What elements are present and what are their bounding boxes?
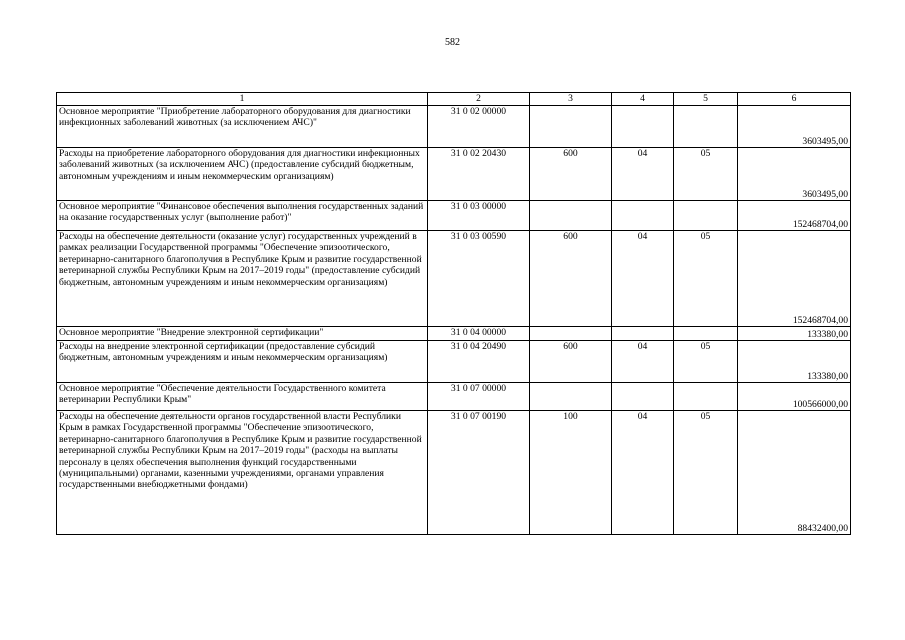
table-row: [57, 201, 851, 231]
column-header: 4: [612, 93, 674, 106]
table-row: [57, 106, 851, 148]
row-pr: [674, 383, 738, 411]
row-amount: 133380,00: [738, 341, 851, 383]
table-row: [57, 411, 851, 535]
row-amount: 152468704,00: [738, 201, 851, 231]
row-pr: 05: [674, 231, 738, 327]
table-row: [57, 231, 851, 327]
row-code: 31 0 02 00000: [428, 106, 530, 148]
row-code: 31 0 07 00000: [428, 383, 530, 411]
row-code: 31 0 02 20430: [428, 148, 530, 201]
row-pr: [674, 327, 738, 341]
row-vr: 100: [530, 411, 612, 535]
row-rz: [612, 201, 674, 231]
row-amount: 3603495,00: [738, 106, 851, 148]
row-code: 31 0 03 00590: [428, 231, 530, 327]
table-row: [57, 327, 851, 341]
row-name: Основное мероприятие "Внедрение электронной сертификации": [57, 327, 428, 341]
row-amount: 3603495,00: [738, 148, 851, 201]
row-vr: 600: [530, 148, 612, 201]
row-code: 31 0 04 00000: [428, 327, 530, 341]
row-name: Основное мероприятие "Обеспечение деятельности Государственного комитета ветеринарии Республики Крым": [57, 383, 428, 411]
row-rz: 04: [612, 231, 674, 327]
row-pr: 05: [674, 148, 738, 201]
row-pr: [674, 106, 738, 148]
row-amount: 152468704,00: [738, 231, 851, 327]
budget-table: [56, 92, 851, 535]
row-name: Основное мероприятие "Приобретение лабораторного оборудования для диагностики инфекционных заболеваний животных (за исключением АЧС)": [57, 106, 428, 148]
column-header: 3: [530, 93, 612, 106]
row-rz: [612, 106, 674, 148]
table-row: [57, 148, 851, 201]
row-code: 31 0 04 20490: [428, 341, 530, 383]
row-rz: [612, 383, 674, 411]
row-name: Расходы на обеспечение деятельности органов государственной власти Республики Крым в рамках Государственной программы "Обеспечение эпизоотического, ветеринарно-санитарного благополучия в Республике Крым и развитие государственной ветеринарной службы Республики Крым на 2017–2019 годы" (расходы на выплаты персоналу в целях обеспечения выполнения функций государственными (муниципальными) органами, казенными учреждениями, органами управления государственными внебюджетными фондами): [57, 411, 428, 535]
page-number: 582: [445, 37, 460, 48]
row-amount: 133380,00: [738, 327, 851, 341]
row-vr: [530, 106, 612, 148]
row-pr: 05: [674, 411, 738, 535]
row-name: Расходы на обеспечение деятельности (оказание услуг) государственных учреждений в рамках реализации Государственной программы "Обеспечение эпизоотического, ветеринарно-санитарного благополучия в Республике Крым и развитие государственной ветеринарной службы Республики Крым на 2017–2019 годы" (предоставление субсидий бюджетным, автономным учреждениям и иным некоммерческим организациям): [57, 231, 428, 327]
row-vr: [530, 383, 612, 411]
row-amount: 88432400,00: [738, 411, 851, 535]
column-header: 5: [674, 93, 738, 106]
row-rz: 04: [612, 411, 674, 535]
row-name: Расходы на внедрение электронной сертификации (предоставление субсидий бюджетным, автономным учреждениям и иным некоммерческим организациям): [57, 341, 428, 383]
row-rz: [612, 327, 674, 341]
row-pr: 05: [674, 341, 738, 383]
table-row: [57, 383, 851, 411]
table-header-row: [57, 93, 851, 106]
row-vr: 600: [530, 341, 612, 383]
column-header: 2: [428, 93, 530, 106]
row-code: 31 0 07 00190: [428, 411, 530, 535]
row-code: 31 0 03 00000: [428, 201, 530, 231]
row-name: Расходы на приобретение лабораторного оборудования для диагностики инфекционных заболеваний животных (за исключением АЧС) (предоставление субсидий бюджетным, автономным учреждениям и иным некоммерческим организациям): [57, 148, 428, 201]
row-amount: 100566000,00: [738, 383, 851, 411]
table-row: [57, 341, 851, 383]
row-vr: [530, 201, 612, 231]
row-vr: [530, 327, 612, 341]
row-name: Основное мероприятие "Финансовое обеспечения выполнения государственных заданий на оказание государственных услуг (выполнение работ)": [57, 201, 428, 231]
column-header: 1: [57, 93, 428, 106]
row-rz: 04: [612, 341, 674, 383]
row-rz: 04: [612, 148, 674, 201]
column-header: 6: [738, 93, 851, 106]
row-vr: 600: [530, 231, 612, 327]
row-pr: [674, 201, 738, 231]
